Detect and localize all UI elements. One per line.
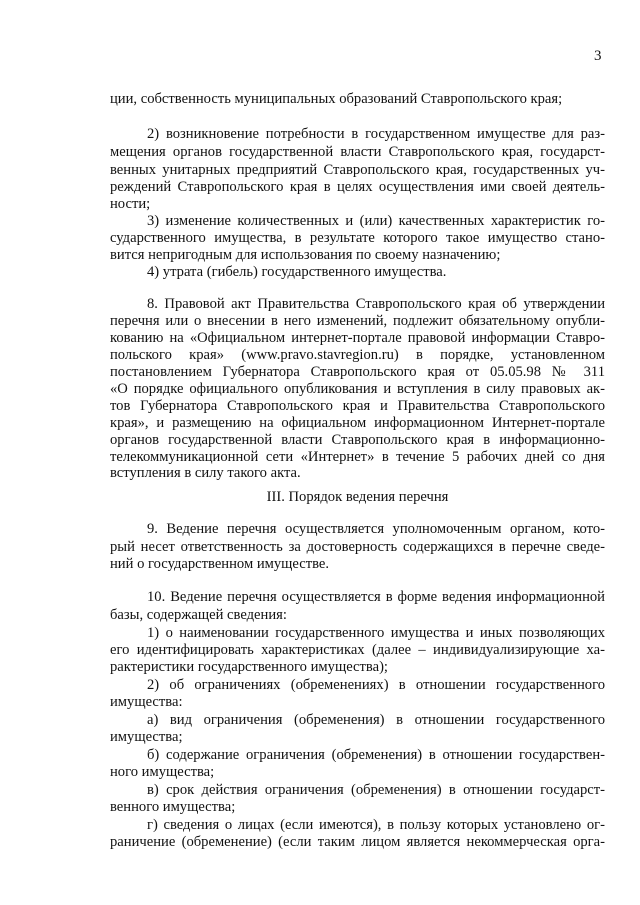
text-line: ного имущества; xyxy=(110,764,215,780)
text-line: в) срок действия ограничения (обременения) в отношении государст- xyxy=(147,782,605,798)
text-line: имущества: xyxy=(110,694,183,710)
text-line: телекоммуникационной сети «Интернет» в течение 5 рабочих дней со дня xyxy=(110,449,605,465)
text-line: 10. Ведение перечня осуществляется в форме ведения информационной xyxy=(147,589,605,605)
text-line: рактеристики государственного имущества); xyxy=(110,659,388,675)
text-line: 1) о наименовании государственного имущества и иных позволяющих xyxy=(147,625,605,641)
text-line: «О порядке официального опубликования и вступления в силу правовых ак- xyxy=(110,381,605,397)
text-line: 2) об ограничениях (обременениях) в отношении государственного xyxy=(147,677,605,693)
text-line: края», и размещению на официальном информационном Интернет-портале xyxy=(110,415,605,431)
text-line: рый несет ответственность за достоверность содержащихся в перечне сведе- xyxy=(110,539,605,555)
text-line: 9. Ведение перечня осуществляется уполномоченным органом, кото- xyxy=(147,521,605,537)
page-number: 3 xyxy=(594,48,602,64)
text-line: сударственного имущества, в результате которого такое имущество стано- xyxy=(110,230,605,246)
section-heading: III. Порядок ведения перечня xyxy=(266,489,449,505)
text-line: постановлением Губернатора Ставропольского края от 05.05.98 № 311 xyxy=(110,364,605,380)
text-line: перечня или о внесении в него изменений, подлежит обязательному опубли- xyxy=(110,313,605,329)
text-line: тов Губернатора Ставропольского края и Правительства Ставропольского xyxy=(110,398,605,414)
text-line: его идентифицировать характеристиках (далее – индивидуализирующие ха- xyxy=(110,642,605,658)
text-line: 8. Правовой акт Правительства Ставропольского края об утверждении xyxy=(147,296,605,312)
text-line: венных унитарных предприятий Ставропольского края, государственных уч- xyxy=(110,162,605,178)
text-line: 3) изменение количественных и (или) качественных характеристик го- xyxy=(147,213,605,229)
text-line: ний о государственном имуществе. xyxy=(110,556,330,572)
text-line: польского края» (www.pravo.stavregion.ru) в порядке, установленном xyxy=(110,347,605,363)
text-line: мещения органов государственной власти Ставропольского края, государст- xyxy=(110,144,605,160)
text-line: базы, содержащей сведения: xyxy=(110,607,287,623)
text-line: имущества; xyxy=(110,729,183,745)
text-line: раничение (обременение) (если таким лицом является некоммерческая орга- xyxy=(110,834,605,850)
text-line: венного имущества; xyxy=(110,799,236,815)
text-line: органов государственной власти Ставропольского края в информационно- xyxy=(110,432,605,448)
text-line: б) содержание ограничения (обременения) в отношении государствен- xyxy=(147,747,605,763)
text-line: вступления в силу такого акта. xyxy=(110,465,301,481)
text-line: ции, собственность муниципальных образований Ставропольского края; xyxy=(110,91,563,107)
text-line: 4) утрата (гибель) государственного имущества. xyxy=(147,264,447,280)
text-line: 2) возникновение потребности в государственном имуществе для раз- xyxy=(147,126,605,142)
text-line: а) вид ограничения (обременения) в отношении государственного xyxy=(147,712,605,728)
text-line: реждений Ставропольского края в целях осуществления ими своей деятель- xyxy=(110,179,605,195)
text-line: кованию на «Официальном интернет-портале правовой информации Ставро- xyxy=(110,330,605,346)
text-line: ности; xyxy=(110,196,151,212)
text-line: вится непригодным для использования по своему назначению; xyxy=(110,247,501,263)
text-line: г) сведения о лицах (если имеются), в пользу которых установлено ог- xyxy=(147,817,605,833)
